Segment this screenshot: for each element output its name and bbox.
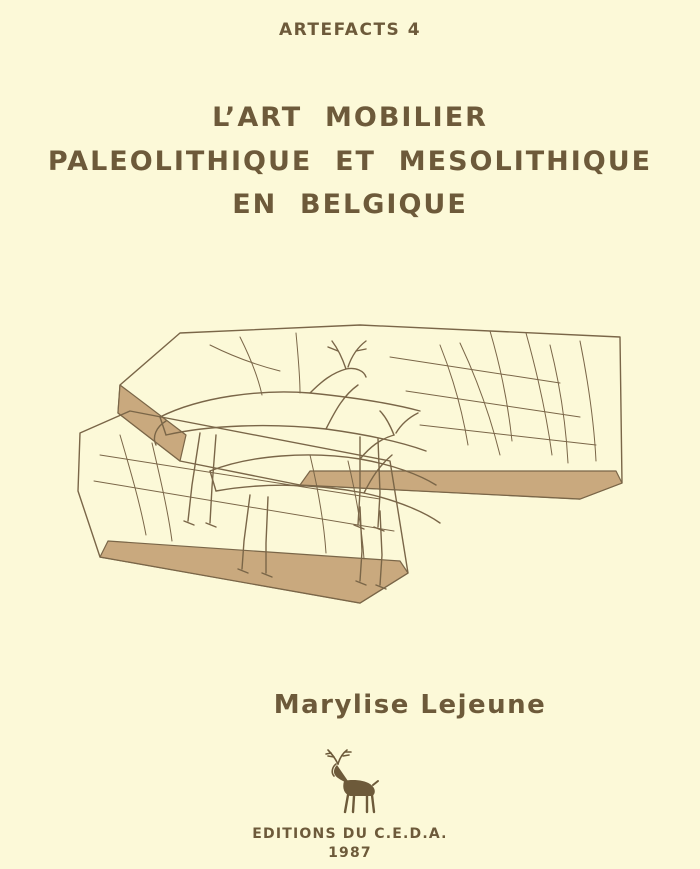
author-name bbox=[0, 690, 700, 720]
publisher-name: EDITIONS DU C.E.D.A. bbox=[252, 826, 448, 842]
cover-illustration bbox=[60, 285, 640, 645]
publication-year: 1987 bbox=[328, 845, 372, 861]
deer-logo bbox=[0, 748, 700, 822]
series-title: ARTEFACTS 4 bbox=[278, 20, 422, 40]
title-line-1: L’ART MOBILIER bbox=[212, 102, 488, 133]
author-name-text: Marylise Lejeune bbox=[273, 690, 547, 720]
page-title bbox=[0, 96, 700, 227]
title-line-2: PALEOLITHIQUE ET MESOLITHIQUE bbox=[47, 145, 653, 177]
title-line-3: EN BELGIQUE bbox=[232, 189, 468, 221]
